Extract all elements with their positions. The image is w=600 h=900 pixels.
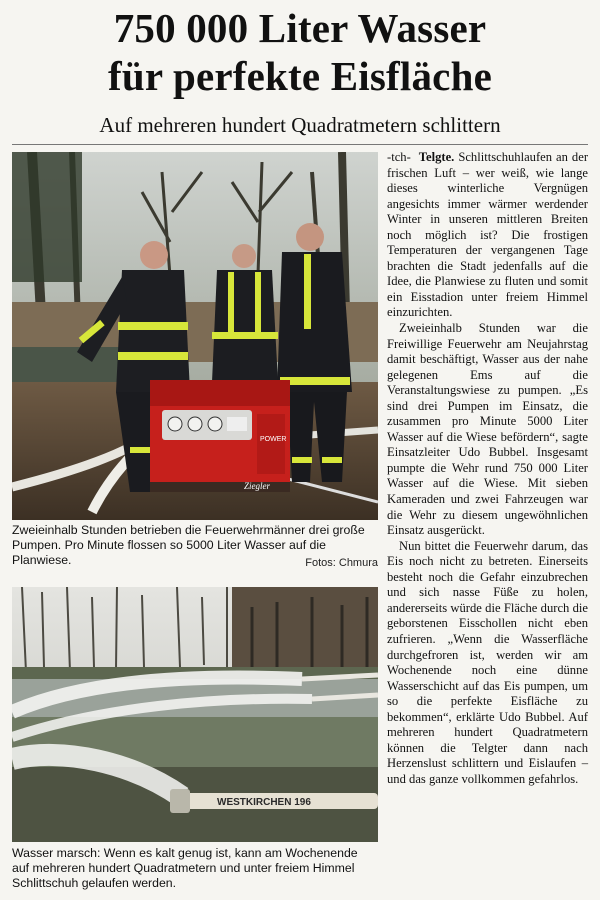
pump-brand-label: Ziegler [244, 481, 270, 491]
photo-caption-2: Wasser marsch: Wenn es kalt genug ist, kann am Wochenende auf mehreren hundert Quadratmetern und unter freiem Himmel Schlittschuh gelaufen werden. [12, 846, 358, 890]
author-tag: -tch- [387, 150, 411, 164]
hose-label: WESTKIRCHEN 196 [217, 797, 311, 808]
photo-flooded-meadow [12, 587, 378, 842]
subheadline: Auf mehreren hundert Quadratmetern schlittern [99, 113, 501, 137]
headline-line-2: für perfekte Eisfläche [108, 53, 492, 99]
headline-line-1: 750 000 Liter Wasser [113, 5, 487, 51]
headline [0, 4, 600, 100]
photo-firefighters-pump [12, 152, 378, 520]
pump-power-label: POWER [260, 436, 287, 443]
divider [12, 144, 588, 145]
paragraph-3: Nun bittet die Feuerwehr darum, das Eis noch nicht zu betreten. Einerseits besteht noch die Gefahr einzubrechen und sich nasse Füße zu holen, andererseits würde die Fläche durch die geborstenen Eisschollen nicht eben zufrieren. „Wenn die Wasserfläche durchgefroren ist, werden wir am Wochenende noch eine dünne Wasserschicht auf das Eis pumpen, um so die perfekte Eisfläche zu bekommen“, erklärte Udo Bubbel. Auf mehreren hundert Quadratmetern können die Telgter dann nach Herzenslust schlittern und Eislaufen – und das ganze vollkommen gefahrlos. [387, 538, 588, 786]
paragraph-2: Zweieinhalb Stunden war die Freiwillige Feuerwehr am Neujahrstag damit beschäftigt, Wasser aus der nahe gelegenen Ems auf die Veranstaltungswiese zu pumpen. „Es sind drei Pumpen im Einsatz, die zusammen pro Minute 5000 Liter Wasser auf die Wiese befördern“, sagte Einsatzleiter Udo Bubbel. Insgesamt pumpte die Wehr rund 750 000 Liter Wasser auf die Wiese. Mit sieben Kameraden und zwei Fahrzeugen war die Wehr zu diesem ungewöhnlichen Einsatz ausgerückt. [387, 321, 588, 538]
photo-credit: Fotos: Chmura [305, 557, 378, 569]
article-body [387, 150, 588, 787]
dateline: Telgte. [418, 150, 455, 164]
paragraph-1 [387, 150, 588, 321]
photo-caption-1: Zweieinhalb Stunden betrieben die Feuerwehrmänner drei große Pumpen. Pro Minute flossen so 5000 Liter Wasser auf die Planwiese. [12, 523, 365, 567]
paragraph-1-text: Schlittschuhlaufen an der frischen Luft – wer weiß, wie lange dieses winterliche Vergnügen angesichts immer wärmer werdender Winter in unseren mittleren Breiten noch möglich ist? Die frostigen Temperaturen der vergangenen Tage brachten die Stadt jedenfalls auf die Idee, die Planwiese zu fluten und somit ein Eisstadion unter freiem Himmel einzurichten. [387, 150, 589, 320]
